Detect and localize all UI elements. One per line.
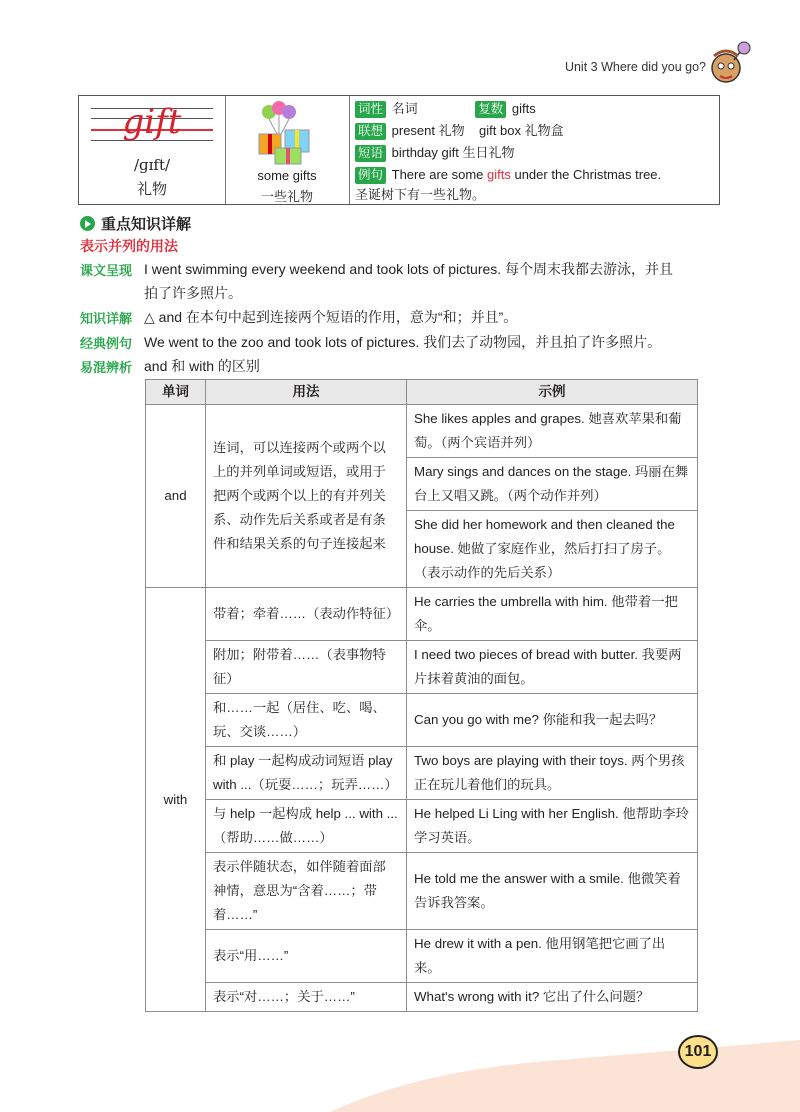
association-row (355, 121, 564, 141)
word-picture-box (225, 96, 350, 204)
word-card (78, 95, 720, 205)
section-heading-text: 重点知识详解 (101, 216, 192, 233)
picture-caption-zh: 一些礼物 (260, 189, 313, 204)
word-meaning: 礼物 (136, 181, 167, 198)
row-label-knowledge: 知识详解 (80, 311, 133, 326)
header-word: 单词 (146, 380, 206, 405)
cell-usage-and: 连词，可以连接两个或两个以上的并列单词或短语，或用于把两个或两个以上的有并列关系、动作先后关系或者是有条件和结果关系的句子连接起来 (206, 405, 407, 588)
table-row (146, 588, 698, 641)
pos-tag: 词性 (355, 101, 386, 118)
cell-usage: 表示“对……；关于……” (206, 983, 407, 1012)
example-before: There are some (391, 167, 488, 182)
plural-value: gifts (511, 101, 536, 116)
cell-usage: 附加；附带着……（表事物特征） (206, 641, 407, 694)
cell-usage: 和 play 一起构成动词短语 play with ...（玩耍……；玩弄……） (206, 747, 407, 800)
plural-tag: 复数 (475, 101, 506, 118)
row-text-example: We went to the zoo and took lots of pictures. 我们去了动物园，并且拍了许多照片。 (144, 334, 662, 350)
picture-caption-en: some gifts (257, 168, 317, 183)
cell-example: She did her homework and then cleaned the house. 她做了家庭作业，然后打扫了房子。（表示动作的先后关系） (407, 511, 698, 588)
row-label-example: 经典例句 (80, 336, 133, 351)
phrase-row (355, 143, 514, 163)
cell-example: I need two pieces of bread with butter. 我要两片抹着黄油的面包。 (407, 641, 698, 694)
word-phonetic: /ɡɪft/ (133, 156, 171, 174)
cell-usage: 带着；牵着……（表动作特征） (206, 588, 407, 641)
table-row (146, 930, 698, 983)
cell-example: He drew it with a pen. 他用钢笔把它画了出来。 (407, 930, 698, 983)
cell-example: Mary sings and dances on the stage. 玛丽在舞台上又唱又跳。（两个动作并列） (407, 458, 698, 511)
row-text-knowledge: △ and 在本句中起到连接两个短语的作用，意为“和；并且”。 (144, 309, 518, 325)
unit-title: Unit 3 Where did you go? (564, 60, 706, 74)
gifts-picture (255, 100, 319, 166)
cell-example: She likes apples and grapes. 她喜欢苹果和葡萄。（两个宾语并列） (407, 405, 698, 458)
cell-example: He carries the umbrella with him. 他带着一把伞。 (407, 588, 698, 641)
row-text-text: I went swimming every weekend and took lots of pictures. 每个周末我都去游泳，并且 (144, 261, 674, 277)
cell-usage: 表示伴随状态，如伴随着面部神情，意思为“含着……；带着……” (206, 853, 407, 930)
association-value: present 礼物 gift box 礼物盒 (391, 123, 564, 138)
cell-example: Two boys are playing with their toys. 两个男孩正在玩儿着他们的玩具。 (407, 747, 698, 800)
phrase-tag: 短语 (355, 145, 386, 162)
table-row (146, 694, 698, 747)
example-highlight: gifts (487, 167, 511, 182)
example-zh: 圣诞树下有一些礼物。 (355, 187, 486, 202)
table-row (146, 641, 698, 694)
association-tag: 联想 (355, 123, 386, 140)
table-row (146, 853, 698, 930)
cell-usage: 和……一起（居住、吃、喝、玩、交谈……） (206, 694, 407, 747)
section-heading (80, 213, 191, 234)
comparison-table (145, 379, 698, 1012)
play-icon (80, 216, 95, 231)
table-header-row (146, 380, 698, 405)
subtopic-title: 表示并列的用法 (80, 238, 178, 254)
word-writing-box (79, 96, 226, 204)
cell-word-and: and (146, 405, 206, 588)
page-number: 101 (678, 1035, 718, 1069)
row-text-compare: and 和 with 的区别 (144, 358, 260, 374)
table-row (146, 747, 698, 800)
header-usage: 用法 (206, 380, 407, 405)
word-cursive: gift (122, 102, 182, 142)
row-label-compare: 易混辨析 (80, 360, 133, 375)
table-row (146, 800, 698, 853)
cell-word-with: with (146, 588, 206, 1012)
row-label-text: 课文呈现 (80, 263, 133, 278)
example-after: under the Christmas tree. (510, 167, 662, 182)
cell-usage: 与 help 一起构成 help ... with ...（帮助……做……） (206, 800, 407, 853)
table-row (146, 405, 698, 458)
cell-example: Can you go with me? 你能和我一起去吗？ (407, 694, 698, 747)
cell-example: He helped Li Ling with her English. 他帮助李玲学习英语。 (407, 800, 698, 853)
pos-row (355, 99, 536, 119)
pos-value: 名词 (391, 101, 418, 116)
cell-example: What's wrong with it? 它出了什么问题？ (407, 983, 698, 1012)
cell-usage: 表示“用……” (206, 930, 407, 983)
mascot-illustration (704, 38, 754, 88)
row-text-text-cont: 拍了许多照片。 (144, 285, 242, 301)
example-row (355, 165, 661, 185)
header-example: 示例 (407, 380, 698, 405)
table-row (146, 983, 698, 1012)
phrase-value: birthday gift 生日礼物 (391, 145, 515, 160)
example-tag: 例句 (355, 167, 386, 184)
cell-example: He told me the answer with a smile. 他微笑着告诉我答案。 (407, 853, 698, 930)
